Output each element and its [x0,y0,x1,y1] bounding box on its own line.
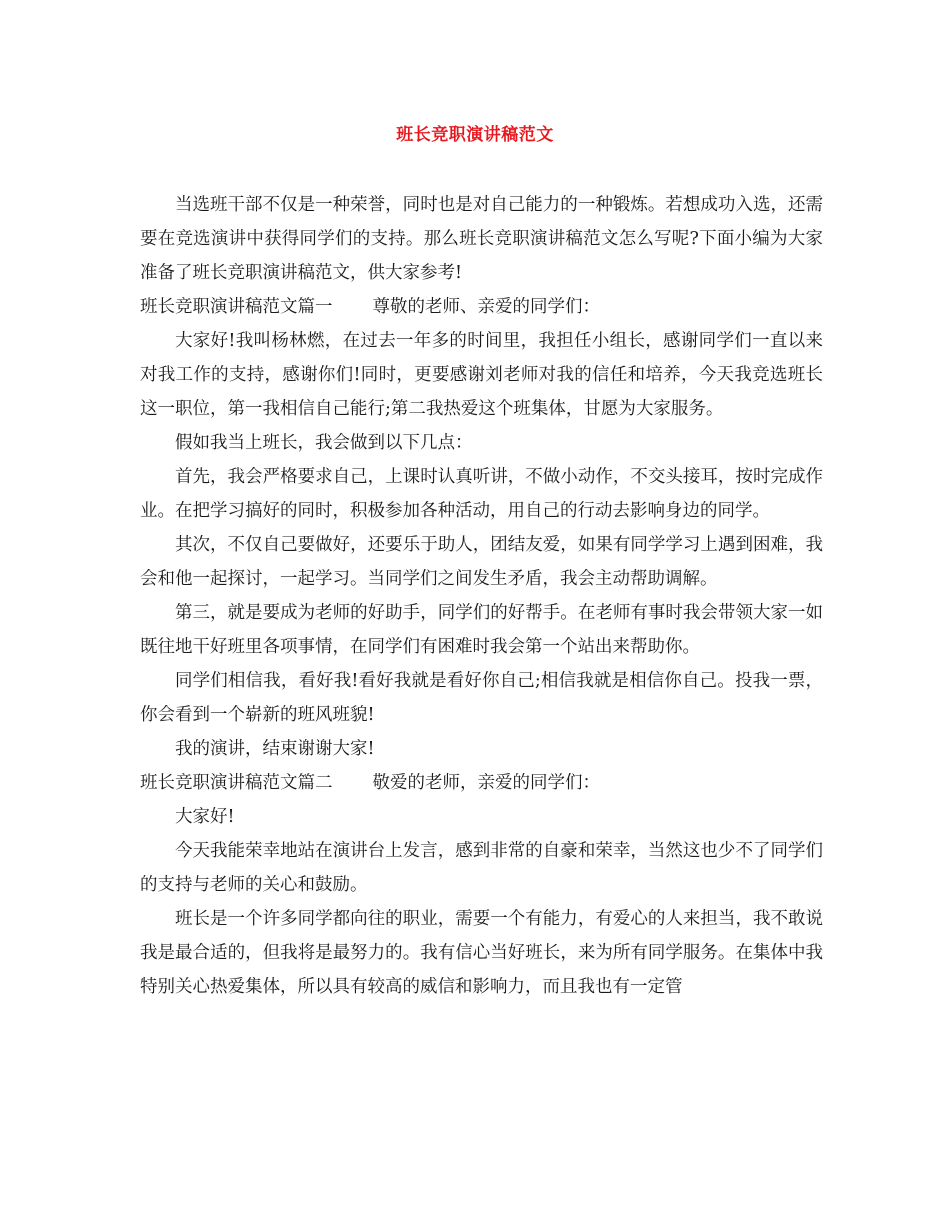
paragraph: 我的演讲，结束谢谢大家! [175,739,375,759]
paragraph: 第三，就是要成为老师的好助手，同学们的好帮手。在老师有事时我会带领大家一如既往地干好班里各项事情，在同学们有困难时我会第一个站出来帮助你。 [140,603,823,657]
paragraph: 大家好!我叫杨林燃，在过去一年多的时间里，我担任小组长，感谢同学们一直以来对我工作的支持，感谢你们!同时，更要感谢刘老师对我的信任和培养，今天我竞选班长这一职位，第一我相信自己能行;第二我热爱这个班集体，甘愿为大家服务。 [140,331,823,419]
paragraph: 今天我能荣幸地站在演讲台上发言，感到非常的自豪和荣幸，当然这也少不了同学们的支持与老师的关心和鼓励。 [140,841,823,895]
document-title: 班长竞职演讲稿范文 [396,125,554,145]
paragraph: 班长是一个许多同学都向往的职业，需要一个有能力，有爱心的人来担当，我不敢说我是最合适的，但我将是最努力的。我有信心当好班长，来为所有同学服务。在集体中我特别关心热爱集体，所以具有较高的威信和影响力，而且我也有一定管 [140,909,823,997]
section-label-1: 班长竞职演讲稿范文篇一 [140,297,333,317]
paragraph: 大家好! [175,807,235,827]
paragraph: 同学们相信我，看好我!看好我就是看好你自己;相信我就是相信你自己。投我一票，你会看到一个崭新的班风班貌! [140,671,823,725]
salutation-1: 尊敬的老师、亲爱的同学们： [372,297,600,317]
section-heading-2 [140,766,823,800]
paragraph: 首先，我会严格要求自己，上课时认真听讲，不做小动作，不交头接耳，按时完成作业。在把学习搞好的同时，积极参加各种活动，用自己的行动去影响身边的同学。 [140,467,823,521]
paragraph: 假如我当上班长，我会做到以下几点： [175,433,473,453]
section-label-2: 班长竞职演讲稿范文篇二 [140,773,333,793]
paragraph: 其次，不仅自己要做好，还要乐于助人，团结友爱，如果有同学学习上遇到困难，我会和他一起探讨，一起学习。当同学们之间发生矛盾，我会主动帮助调解。 [140,535,823,589]
document-body [140,188,823,1004]
paragraph-intro: 当选班干部不仅是一种荣誉，同时也是对自己能力的一种锻炼。若想成功入选，还需要在竞选演讲中获得同学们的支持。那么班长竞职演讲稿范文怎么写呢?下面小编为大家准备了班长竞职演讲稿范文，供大家参考! [140,195,823,283]
salutation-2: 敬爱的老师，亲爱的同学们： [372,773,600,793]
section-heading-1 [140,290,823,324]
